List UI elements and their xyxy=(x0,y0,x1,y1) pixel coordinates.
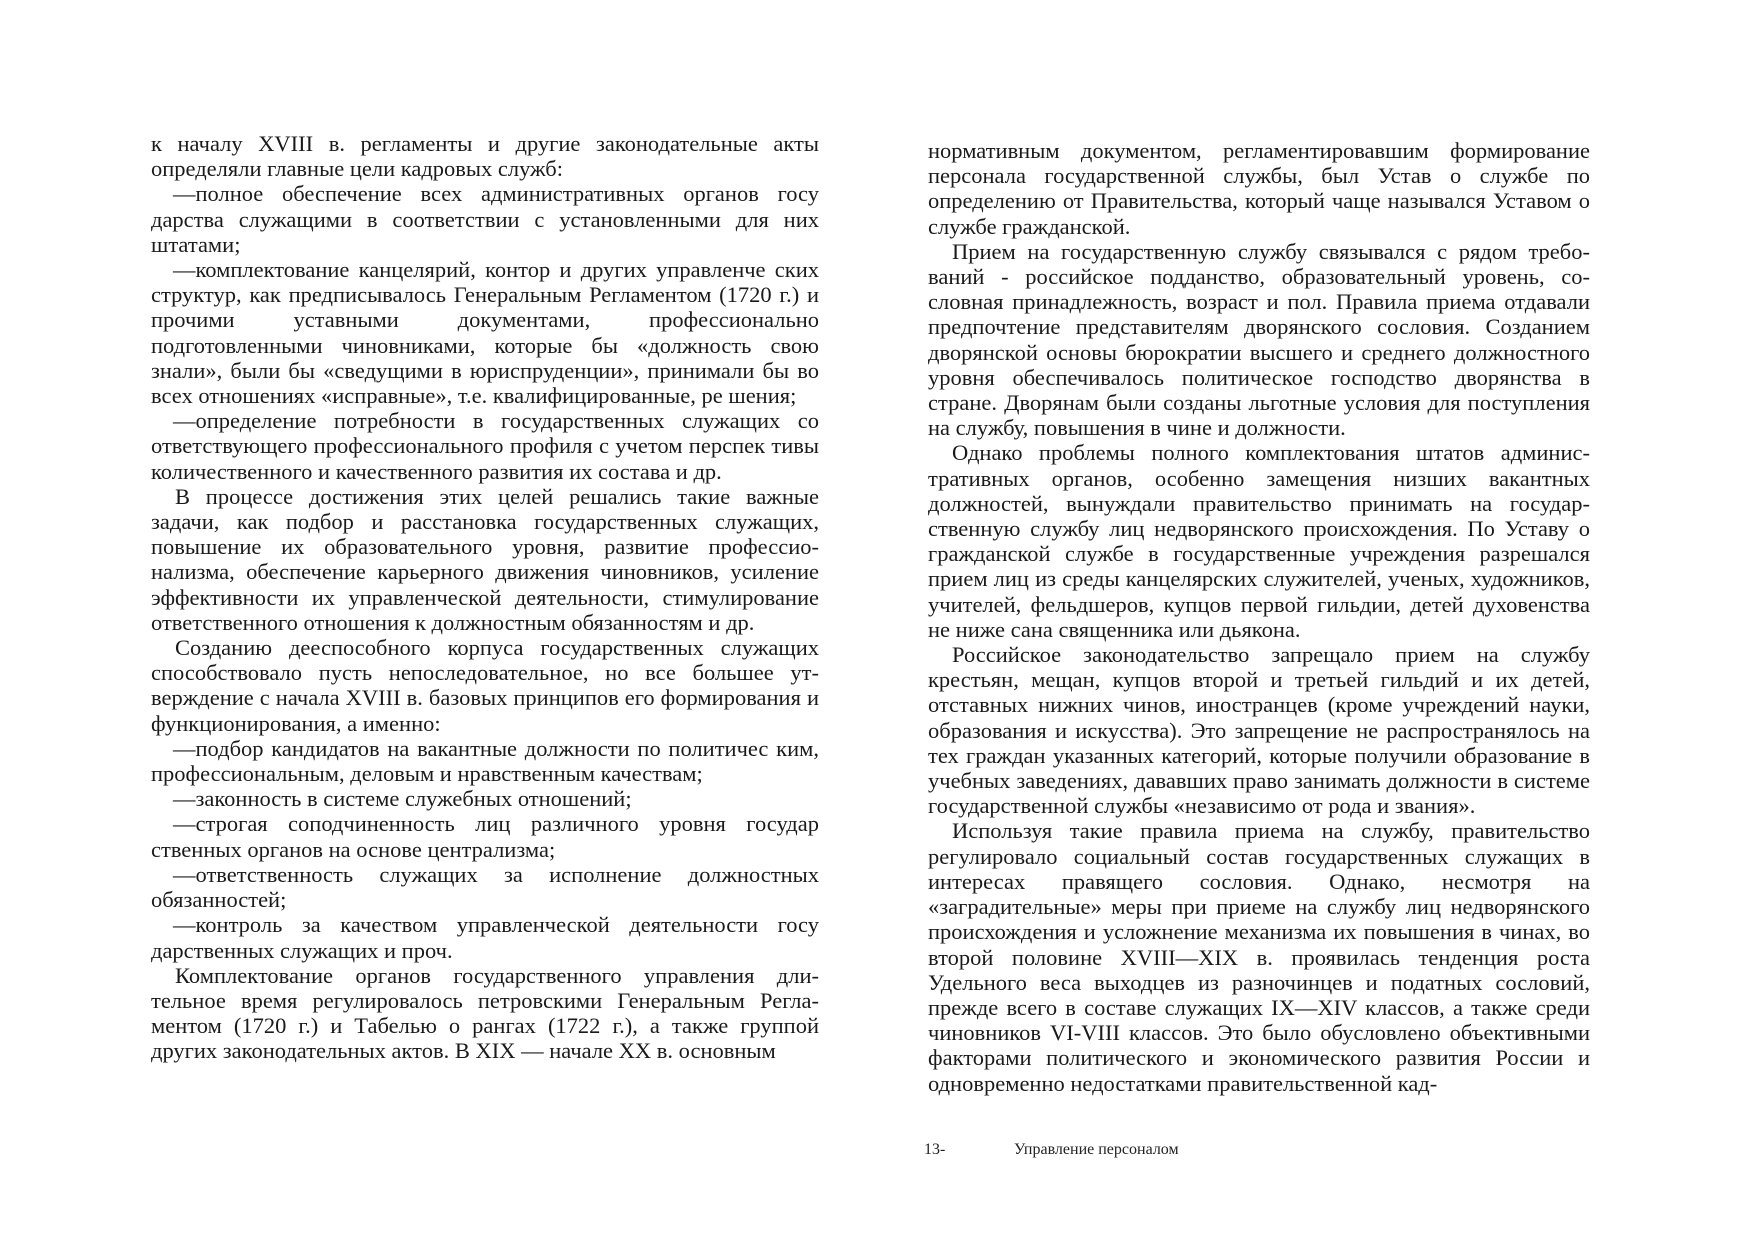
left-page-text xyxy=(151,131,819,1064)
list-item: —комплектование канцелярий, контор и других управленче ских структур, как предписывалось Генеральным Регламентом (1720 г.) и прочими уставными документами, профессионально подготовленными чиновниками, которые бы «должность свою знали», были бы «сведущими в юриспруденции», принимали бы во всех отношениях «исправные», т.е. квалифицированные, ре шения; xyxy=(151,257,819,409)
running-title: Управление персоналом xyxy=(1014,1141,1179,1158)
paragraph: нормативным документом, регламентировавшим формирование персонала государственной службы, был Устав о службе по определению от Правительства, который чаще назывался Уставом о службе гражданской. xyxy=(928,138,1590,239)
page-footer xyxy=(924,1140,1179,1160)
list-item: —ответственность служащих за исполнение должностных обязанностей; xyxy=(151,861,819,913)
paragraph: к началу XVIII в. регламенты и другие законодательные акты определяли главные цели кадровых служб: xyxy=(151,131,819,182)
list-item: —законность в системе служебных отношений; xyxy=(173,786,632,812)
page-number: 13- xyxy=(924,1141,946,1158)
paragraph: В процессе достижения этих целей решались такие важные задачи, как подбор и расстановка государственных служащих, повышение их образовательного уровня, развитие профессионализма, обеспечение карьерного движения чиновников, усиление эффективности их управленческой деятельности, стимулирование ответственного отношения к должностным обязанностям и др. xyxy=(151,483,819,635)
paragraph: Однако проблемы полного комплектования штатов административных органов, особенно замещения низших вакантных должностей, вынуждали правительство принимать на государственную службу лиц недворянского происхождения. По Уставу о гражданской службе в государственные учреждения разрешался прием лиц из среды канцелярских служителей, ученых, художников, учителей, фельдшеров, купцов первой гильдии, детей духовенства не ниже сана священника или дьякона. xyxy=(928,440,1590,642)
right-page-text xyxy=(928,138,1590,1096)
paragraph: Комплектование органов государственного управления длительное время регулировалось петровскими Генеральным Регламентом (1720 г.) и Табелью о рангах (1722 г.), а также группой других законодательных актов. В XIX — начале XX в. основным xyxy=(151,962,819,1064)
paragraph: Российское законодательство запрещало прием на службу крестьян, мещан, купцов второй и третьей гильдий и их детей, отставных нижних чинов, иностранцев (кроме учреждений науки, образования и искусства). Это запрещение не распространялось на тех граждан указанных категорий, которые получили образование в учебных заведениях, дававших право занимать должности в системе государственной службы «независимо от рода и звания». xyxy=(928,642,1590,819)
paragraph: Используя такие правила приема на службу, правительство регулировало социальный состав государственных служащих в интересах правящего сословия. Однако, несмотря на «заградительные» меры при приеме на службу лиц недворянского происхождения и усложнение механизма их повышения в чинах, во второй половине XVIII—XIX в. проявилась тенденция роста Удельного веса выходцев из разночинцев и податных сословий, прежде всего в составе служащих IX—XIV классов, а также среди чиновников VI-VIII классов. Это было обусловлено объективными факторами политического и экономического развития России и одновременно недостатками правительственной кад- xyxy=(928,818,1590,1096)
list-item: —определение потребности в государственных служащих со ответствующего профессионального профиля с учетом перспек тивы количественного и качественного развития их состава и др. xyxy=(151,408,819,484)
paragraph: Созданию дееспособного корпуса государственных служащих способствовало пусть непоследовательное, но все большее утверждение с начала XVIII в. базовых принципов его формирования и функционирования, а именно: xyxy=(151,635,819,736)
list-item: —полное обеспечение всех административных органов госу дарства служащими в соответствии с установленными для них штатами; xyxy=(151,181,819,257)
list-item: —подбор кандидатов на вакантные должности по политичес ким, профессиональным, деловым и нравственным качествам; xyxy=(151,735,819,787)
list-item: —строгая соподчиненность лиц различного уровня государ ственных органов на основе централизма; xyxy=(151,811,819,862)
list-item: —контроль за качеством управленческой деятельности госу дарственных служащих и проч. xyxy=(151,912,819,963)
paragraph: Прием на государственную службу связывался с рядом требований - российское подданство, образовательный уровень, сословная принадлежность, возраст и пол. Правила приема отдавали предпочтение представителям дворянского сословия. Созданием дворянской основы бюрократии высшего и среднего должностного уровня обеспечивалось политическое господство дворянства в стране. Дворянам были созданы льготные условия для поступления на службу, повышения в чине и должности. xyxy=(928,238,1590,441)
